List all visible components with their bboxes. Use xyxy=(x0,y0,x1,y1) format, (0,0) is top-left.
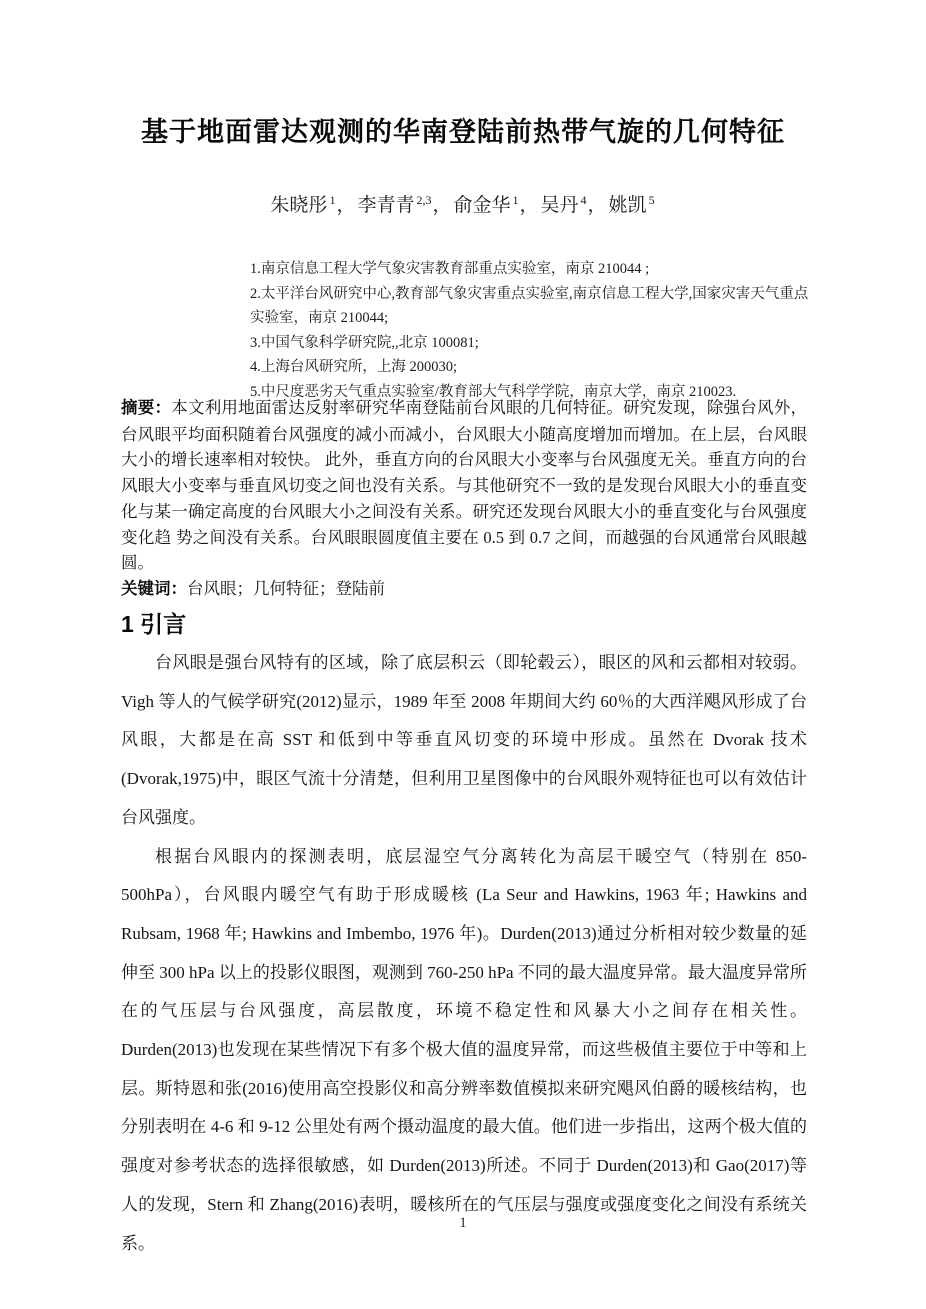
author-1-name: 朱晓彤 xyxy=(270,195,328,216)
author-1 xyxy=(270,192,357,216)
affiliation-line-4: 4.上海台风研究所，上海 200030; xyxy=(250,359,458,375)
author-3 xyxy=(453,192,540,216)
author-3-separator: ， xyxy=(519,195,539,216)
author-1-affiliation-sup: 1 xyxy=(329,192,336,207)
author-1-separator: ， xyxy=(336,195,356,216)
abstract-text: 本文利用地面雷达反射率研究华南登陆前台风眼的几何特征。研究发现，除强台风外，台风眼平均面积随着台风强度的减小而减小，台风眼大小随高度增加而增加。在上层，台风眼大小的增长速率相对较快。 此外，垂直方向的台风眼大小变率与台风强度无关。垂直方向的台风眼大小变率与垂直风切变之间也没有关系。与其他研究不一致的是发现台风眼大小的垂直变化与某一确定高度的台风眼大小之间没有关系。研究还发现台风眼大小的垂直变化与台风强度变化趋 势之间没有关系。台风眼眼圆度值主要在 0.5 到 0.7 之间，而越强的台风通常台风眼越圆。 xyxy=(121,398,808,573)
author-2-separator: ， xyxy=(432,195,452,216)
author-4-separator: ， xyxy=(587,195,607,216)
affiliation-line-5: 5.中尺度恶劣天气重点实验室/教育部大气科学学院，南京大学，南京 210023. xyxy=(250,383,737,400)
introduction-body xyxy=(121,644,807,1263)
author-2-affiliation-sup: 2,3 xyxy=(416,192,432,207)
author-2 xyxy=(357,192,453,216)
author-4-affiliation-sup: 4 xyxy=(580,192,587,207)
section-heading-introduction: 1 引言 xyxy=(121,611,187,637)
intro-paragraph-2: 根据台风眼内的探测表明，底层湿空气分离转化为高层干暖空气（特别在 850-500hPa），台风眼内暖空气有助于形成暖核 (La Seur and Hawkins, 1963 年; Hawkins and Rubsam, 1968 年; Hawkins and Imbembo, 1976 年)。Durden(2013)通过分析相对较少数量的延伸至 300 hPa 以上的投影仪眼图，观测到 760-250 hPa 不同的最大温度异常。最大温度异常所在的气压层与台风强度，高层散度，环境不稳定性和风暴大小之间存在相关性。Durden(2013)也发现在某些情况下有多个极大值的温度异常，而这些极值主要位于中等和上层。斯特恩和张(2016)使用高空投影仪和高分辨率数值模拟来研究飓风伯爵的暖核结构，也分别表明在 4-6 和 9-12 公里处有两个摄动温度的最大值。他们进一步指出，这两个极大值的强度对参考状态的选择很敏感，如 Durden(2013)所述。不同于 Durden(2013)和 Gao(2017)等人的发现，Stern 和 Zhang(2016)表明，暖核所在的气压层与强度或强度变化之间没有系统关系。 xyxy=(121,846,807,1253)
author-4-name: 吴丹 xyxy=(540,195,579,216)
paper-title: 基于地面雷达观测的华南登陆前热带气旋的几何特征 xyxy=(141,117,785,147)
keywords-text: 台风眼；几何特征；登陆前 xyxy=(187,578,385,598)
affiliation-line-1: 1.南京信息工程大学气象灾害教育部重点实验室，南京 210044 ; xyxy=(250,261,650,277)
intro-paragraph-1: 台风眼是强台风特有的区域，除了底层积云（即轮毂云），眼区的风和云都相对较弱。Vigh 等人的气候学研究(2012)显示，1989 年至 2008 年期间大约 60％的大西洋飓风形成了台风眼，大都是在高 SST 和低到中等垂直风切变的环境中形成。虽然在 Dvorak 技术(Dvorak,1975)中，眼区气流十分清楚，但利用卫星图像中的台风眼外观特征也可以有效估计台风强度。 xyxy=(121,653,807,827)
keywords-label: 关键词： xyxy=(121,579,187,598)
page-number: 1 xyxy=(459,1215,467,1231)
author-5-name: 姚凯 xyxy=(608,195,647,216)
affiliation-line-2: 2.太平洋台风研究中心,教育部气象灾害重点实验室,南京信息工程大学,国家灾害天气重点实验室，南京 210044; xyxy=(250,285,809,326)
author-2-name: 李青青 xyxy=(357,195,415,216)
affiliations-block xyxy=(250,257,810,404)
author-3-affiliation-sup: 1 xyxy=(512,192,519,207)
author-5-affiliation-sup: 5 xyxy=(648,192,655,207)
keywords-line xyxy=(121,576,807,603)
author-3-name: 俞金华 xyxy=(453,195,511,216)
author-4 xyxy=(540,192,609,216)
affiliation-line-3: 3.中国气象科学研究院,,北京 100081; xyxy=(250,334,479,351)
abstract-paragraph xyxy=(121,395,807,576)
abstract-block xyxy=(121,395,807,603)
author-5 xyxy=(608,192,656,216)
abstract-label: 摘要： xyxy=(121,399,172,417)
author-line xyxy=(0,190,926,217)
